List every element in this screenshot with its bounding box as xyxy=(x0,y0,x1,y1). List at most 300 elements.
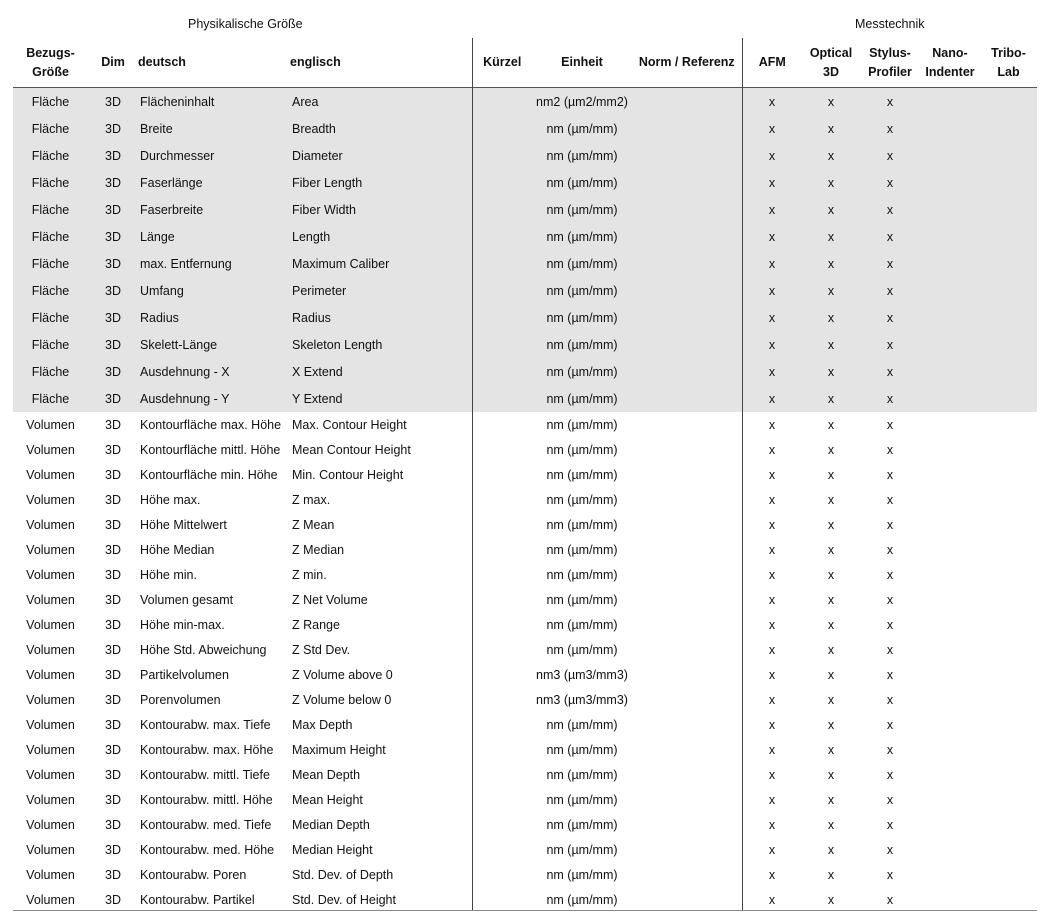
cell-stylus: x xyxy=(886,417,894,432)
cell-englisch: Z Median xyxy=(292,542,345,557)
cell-optical: x xyxy=(827,517,835,532)
table-row xyxy=(13,196,1037,223)
cell-norm xyxy=(632,537,742,562)
cell-tribo xyxy=(980,887,1037,912)
cell-englisch: Maximum Caliber xyxy=(290,250,472,277)
cell-reference: Fläche xyxy=(13,358,88,385)
cell-unit: nm (µm/mm) xyxy=(546,617,618,632)
cell-dim: 3D xyxy=(88,385,138,412)
cell-deutsch: Höhe Std. Abweichung xyxy=(140,642,267,657)
cell-kuerzel xyxy=(472,787,532,812)
cell-norm xyxy=(632,562,742,587)
cell-norm xyxy=(632,812,742,837)
cell-norm xyxy=(632,862,742,887)
cell-deutsch: Kontourfläche max. Höhe xyxy=(140,417,282,432)
cell-unit: nm (µm/mm) xyxy=(546,467,618,482)
cell-norm xyxy=(632,115,742,142)
cell-stylus: x xyxy=(860,196,920,223)
cell-nano xyxy=(920,587,980,612)
cell-reference: Volumen xyxy=(26,792,75,807)
cell-nano xyxy=(920,331,980,358)
cell-optical: x xyxy=(827,617,835,632)
cell-dim: 3D xyxy=(105,892,121,907)
cell-deutsch: Kontourabw. Poren xyxy=(140,867,247,882)
cell-reference: Volumen xyxy=(26,442,75,457)
column-divider xyxy=(472,38,473,911)
cell-englisch: Median Depth xyxy=(292,817,370,832)
cell-nano xyxy=(920,223,980,250)
cell-reference: Volumen xyxy=(26,567,75,582)
cell-unit: nm (µm/mm) xyxy=(546,567,618,582)
cell-englisch: Z Net Volume xyxy=(292,592,368,607)
cell-unit: nm (µm/mm) xyxy=(546,717,618,732)
cell-reference: Volumen xyxy=(26,617,75,632)
section-title-physical: Physikalische Größe xyxy=(188,17,303,31)
cell-englisch: X Extend xyxy=(290,358,472,385)
cell-afm: x xyxy=(742,115,802,142)
cell-deutsch: Breite xyxy=(138,115,290,142)
cell-tribo xyxy=(980,142,1037,169)
cell-nano xyxy=(920,277,980,304)
cell-unit: nm (µm/mm) xyxy=(532,250,632,277)
parameter-table xyxy=(13,38,1037,912)
cell-tribo xyxy=(980,358,1037,385)
cell-stylus: x xyxy=(886,692,894,707)
cell-englisch: Mean Contour Height xyxy=(292,442,411,457)
cell-unit: nm2 (µm2/mm2) xyxy=(532,88,632,116)
cell-nano xyxy=(920,304,980,331)
cell-reference: Fläche xyxy=(13,115,88,142)
cell-norm xyxy=(632,385,742,412)
cell-optical: x xyxy=(802,88,860,116)
cell-deutsch: Kontourabw. med. Höhe xyxy=(140,842,275,857)
cell-optical: x xyxy=(827,692,835,707)
cell-reference: Volumen xyxy=(26,842,75,857)
cell-norm xyxy=(632,512,742,537)
cell-optical: x xyxy=(802,223,860,250)
cell-norm xyxy=(632,637,742,662)
cell-reference: Fläche xyxy=(13,277,88,304)
cell-englisch: Max. Contour Height xyxy=(292,417,407,432)
cell-unit: nm (µm/mm) xyxy=(546,742,618,757)
cell-dim: 3D xyxy=(105,467,121,482)
cell-unit: nm (µm/mm) xyxy=(546,592,618,607)
cell-reference: Volumen xyxy=(26,892,75,907)
cell-afm: x xyxy=(768,817,776,832)
cell-optical: x xyxy=(827,817,835,832)
cell-englisch: Z Volume above 0 xyxy=(292,667,393,682)
cell-deutsch: Porenvolumen xyxy=(140,692,221,707)
cell-afm: x xyxy=(768,892,776,907)
cell-englisch: Z Mean xyxy=(292,517,335,532)
table-row xyxy=(13,487,1037,512)
cell-tribo xyxy=(980,115,1037,142)
cell-deutsch: Volumen gesamt xyxy=(140,592,234,607)
cell-deutsch: Kontourabw. med. Tiefe xyxy=(140,817,272,832)
cell-dim: 3D xyxy=(88,250,138,277)
cell-afm: x xyxy=(768,717,776,732)
col-header-tribo: Tribo- Lab xyxy=(980,38,1037,88)
cell-stylus: x xyxy=(860,88,920,116)
cell-englisch: Mean Depth xyxy=(292,767,361,782)
cell-afm: x xyxy=(768,642,776,657)
cell-nano xyxy=(920,250,980,277)
cell-stylus: x xyxy=(886,792,894,807)
cell-kuerzel xyxy=(472,512,532,537)
cell-norm xyxy=(632,331,742,358)
cell-kuerzel xyxy=(472,762,532,787)
cell-stylus: x xyxy=(860,250,920,277)
cell-norm xyxy=(632,169,742,196)
cell-stylus: x xyxy=(860,331,920,358)
cell-dim: 3D xyxy=(88,115,138,142)
cell-kuerzel xyxy=(472,277,532,304)
table-bottom-rule xyxy=(13,910,1037,911)
cell-reference: Fläche xyxy=(13,304,88,331)
cell-reference: Fläche xyxy=(13,169,88,196)
cell-nano xyxy=(920,612,980,637)
cell-tribo xyxy=(980,88,1037,116)
cell-optical: x xyxy=(827,742,835,757)
cell-afm: x xyxy=(742,304,802,331)
cell-kuerzel xyxy=(472,837,532,862)
table-row xyxy=(13,537,1037,562)
cell-norm xyxy=(632,737,742,762)
cell-reference: Fläche xyxy=(13,196,88,223)
table-row xyxy=(13,887,1037,912)
cell-unit: nm (µm/mm) xyxy=(532,142,632,169)
cell-afm: x xyxy=(768,692,776,707)
cell-englisch: Max Depth xyxy=(292,717,353,732)
cell-unit: nm (µm/mm) xyxy=(546,517,618,532)
cell-norm xyxy=(632,662,742,687)
cell-optical: x xyxy=(827,667,835,682)
cell-unit: nm (µm/mm) xyxy=(532,169,632,196)
cell-nano xyxy=(920,712,980,737)
cell-optical: x xyxy=(802,196,860,223)
cell-optical: x xyxy=(802,115,860,142)
table-row xyxy=(13,304,1037,331)
cell-tribo xyxy=(980,487,1037,512)
cell-tribo xyxy=(980,196,1037,223)
cell-unit: nm (µm/mm) xyxy=(546,442,618,457)
cell-stylus: x xyxy=(860,115,920,142)
cell-reference: Volumen xyxy=(26,742,75,757)
cell-unit: nm3 (µm3/mm3) xyxy=(536,667,628,682)
cell-optical: x xyxy=(827,892,835,907)
cell-stylus: x xyxy=(860,223,920,250)
cell-deutsch: Umfang xyxy=(138,277,290,304)
cell-afm: x xyxy=(742,277,802,304)
cell-unit: nm (µm/mm) xyxy=(532,115,632,142)
cell-dim: 3D xyxy=(105,817,121,832)
cell-englisch: Radius xyxy=(290,304,472,331)
cell-dim: 3D xyxy=(105,517,121,532)
cell-norm xyxy=(632,88,742,116)
cell-dim: 3D xyxy=(105,842,121,857)
cell-unit: nm (µm/mm) xyxy=(546,492,618,507)
cell-afm: x xyxy=(742,358,802,385)
col-header-norm: Norm / Referenz xyxy=(632,38,742,88)
cell-afm: x xyxy=(768,742,776,757)
cell-afm: x xyxy=(768,467,776,482)
table-row xyxy=(13,762,1037,787)
table-row xyxy=(13,412,1037,437)
cell-reference: Volumen xyxy=(26,592,75,607)
col-header-bezug: Bezugs- Größe xyxy=(13,38,88,88)
cell-englisch: Z Range xyxy=(292,617,340,632)
cell-stylus: x xyxy=(860,277,920,304)
cell-optical: x xyxy=(802,385,860,412)
table-row xyxy=(13,115,1037,142)
cell-optical: x xyxy=(827,467,835,482)
cell-deutsch: Faserlänge xyxy=(138,169,290,196)
cell-norm xyxy=(632,277,742,304)
cell-optical: x xyxy=(827,867,835,882)
cell-tribo xyxy=(980,537,1037,562)
cell-reference: Volumen xyxy=(26,642,75,657)
cell-dim: 3D xyxy=(88,358,138,385)
cell-kuerzel xyxy=(472,223,532,250)
cell-englisch: Area xyxy=(290,88,472,116)
cell-optical: x xyxy=(827,492,835,507)
table-row xyxy=(13,277,1037,304)
cell-tribo xyxy=(980,250,1037,277)
cell-kuerzel xyxy=(472,537,532,562)
cell-dim: 3D xyxy=(105,867,121,882)
cell-kuerzel xyxy=(472,196,532,223)
cell-reference: Volumen xyxy=(26,867,75,882)
cell-dim: 3D xyxy=(105,792,121,807)
cell-norm xyxy=(632,687,742,712)
cell-nano xyxy=(920,762,980,787)
cell-dim: 3D xyxy=(88,331,138,358)
cell-dim: 3D xyxy=(105,617,121,632)
cell-englisch: Z min. xyxy=(292,567,327,582)
cell-englisch: Diameter xyxy=(290,142,472,169)
cell-optical: x xyxy=(827,717,835,732)
cell-dim: 3D xyxy=(88,304,138,331)
cell-deutsch: Höhe Mittelwert xyxy=(140,517,227,532)
cell-stylus: x xyxy=(886,742,894,757)
cell-stylus: x xyxy=(886,717,894,732)
cell-kuerzel xyxy=(472,412,532,437)
cell-optical: x xyxy=(827,792,835,807)
cell-norm xyxy=(632,712,742,737)
cell-tribo xyxy=(980,223,1037,250)
cell-tribo xyxy=(980,587,1037,612)
cell-tribo xyxy=(980,637,1037,662)
cell-tribo xyxy=(980,562,1037,587)
cell-unit: nm (µm/mm) xyxy=(546,542,618,557)
cell-optical: x xyxy=(827,642,835,657)
cell-unit: nm (µm/mm) xyxy=(532,385,632,412)
cell-deutsch: Ausdehnung - Y xyxy=(138,385,290,412)
cell-afm: x xyxy=(742,250,802,277)
cell-kuerzel xyxy=(472,687,532,712)
col-header-afm: AFM xyxy=(742,38,802,88)
cell-afm: x xyxy=(768,767,776,782)
table-row xyxy=(13,331,1037,358)
cell-reference: Fläche xyxy=(13,250,88,277)
cell-nano xyxy=(920,662,980,687)
table-body xyxy=(13,88,1037,913)
col-header-stylus: Stylus- Profiler xyxy=(860,38,920,88)
cell-dim: 3D xyxy=(105,667,121,682)
cell-kuerzel xyxy=(472,662,532,687)
cell-englisch: Fiber Width xyxy=(290,196,472,223)
cell-stylus: x xyxy=(860,169,920,196)
cell-afm: x xyxy=(742,196,802,223)
cell-norm xyxy=(632,612,742,637)
col-header-einheit: Einheit xyxy=(532,38,632,88)
header-row xyxy=(13,38,1037,88)
cell-deutsch: Höhe min-max. xyxy=(140,617,225,632)
cell-unit: nm (µm/mm) xyxy=(546,817,618,832)
cell-reference: Volumen xyxy=(26,692,75,707)
cell-norm xyxy=(632,462,742,487)
cell-deutsch: Ausdehnung - X xyxy=(138,358,290,385)
cell-reference: Volumen xyxy=(26,467,75,482)
cell-optical: x xyxy=(827,417,835,432)
cell-deutsch: Höhe min. xyxy=(140,567,197,582)
col-header-dim: Dim xyxy=(88,38,138,88)
cell-deutsch: Kontourabw. mittl. Tiefe xyxy=(140,767,270,782)
cell-nano xyxy=(920,385,980,412)
cell-dim: 3D xyxy=(105,767,121,782)
cell-nano xyxy=(920,887,980,912)
cell-dim: 3D xyxy=(88,169,138,196)
cell-norm xyxy=(632,487,742,512)
cell-dim: 3D xyxy=(105,417,121,432)
cell-kuerzel xyxy=(472,612,532,637)
cell-nano xyxy=(920,142,980,169)
table-row xyxy=(13,88,1037,116)
table-row xyxy=(13,662,1037,687)
cell-kuerzel xyxy=(472,437,532,462)
table-row xyxy=(13,562,1037,587)
cell-afm: x xyxy=(768,542,776,557)
cell-norm xyxy=(632,837,742,862)
table-row xyxy=(13,223,1037,250)
cell-englisch: Breadth xyxy=(290,115,472,142)
cell-dim: 3D xyxy=(105,692,121,707)
cell-optical: x xyxy=(827,767,835,782)
cell-afm: x xyxy=(742,88,802,116)
cell-afm: x xyxy=(768,867,776,882)
table-row xyxy=(13,250,1037,277)
cell-nano xyxy=(920,196,980,223)
cell-dim: 3D xyxy=(88,142,138,169)
cell-tribo xyxy=(980,385,1037,412)
cell-kuerzel xyxy=(472,862,532,887)
table-row xyxy=(13,512,1037,537)
cell-englisch: Z max. xyxy=(292,492,331,507)
cell-nano xyxy=(920,462,980,487)
cell-afm: x xyxy=(768,842,776,857)
cell-englisch: Std. Dev. of Depth xyxy=(292,867,394,882)
cell-afm: x xyxy=(768,442,776,457)
cell-kuerzel xyxy=(472,250,532,277)
table-row xyxy=(13,737,1037,762)
cell-nano xyxy=(920,537,980,562)
cell-afm: x xyxy=(742,142,802,169)
cell-norm xyxy=(632,223,742,250)
cell-kuerzel xyxy=(472,385,532,412)
cell-nano xyxy=(920,787,980,812)
cell-tribo xyxy=(980,437,1037,462)
cell-dim: 3D xyxy=(105,592,121,607)
cell-englisch: Y Extend xyxy=(290,385,472,412)
cell-norm xyxy=(632,250,742,277)
cell-stylus: x xyxy=(886,767,894,782)
cell-tribo xyxy=(980,762,1037,787)
cell-unit: nm (µm/mm) xyxy=(546,892,618,907)
cell-tribo xyxy=(980,837,1037,862)
cell-dim: 3D xyxy=(88,277,138,304)
cell-stylus: x xyxy=(886,567,894,582)
cell-norm xyxy=(632,142,742,169)
cell-reference: Volumen xyxy=(26,717,75,732)
cell-afm: x xyxy=(768,517,776,532)
cell-optical: x xyxy=(802,331,860,358)
cell-nano xyxy=(920,637,980,662)
cell-dim: 3D xyxy=(105,742,121,757)
cell-kuerzel xyxy=(472,115,532,142)
cell-dim: 3D xyxy=(105,642,121,657)
table-row xyxy=(13,358,1037,385)
cell-afm: x xyxy=(742,331,802,358)
table-row xyxy=(13,169,1037,196)
cell-stylus: x xyxy=(886,867,894,882)
cell-nano xyxy=(920,169,980,196)
cell-kuerzel xyxy=(472,462,532,487)
col-header-nano: Nano- Indenter xyxy=(920,38,980,88)
cell-tribo xyxy=(980,462,1037,487)
cell-afm: x xyxy=(768,492,776,507)
cell-tribo xyxy=(980,662,1037,687)
cell-optical: x xyxy=(827,567,835,582)
cell-kuerzel xyxy=(472,142,532,169)
cell-reference: Fläche xyxy=(13,88,88,116)
cell-dim: 3D xyxy=(88,223,138,250)
cell-unit: nm (µm/mm) xyxy=(532,304,632,331)
cell-tribo xyxy=(980,812,1037,837)
cell-deutsch: Partikelvolumen xyxy=(140,667,229,682)
cell-optical: x xyxy=(802,304,860,331)
col-header-englisch: englisch xyxy=(290,38,472,88)
cell-nano xyxy=(920,562,980,587)
cell-dim: 3D xyxy=(105,442,121,457)
cell-deutsch: Kontourabw. mittl. Höhe xyxy=(140,792,273,807)
table-row xyxy=(13,712,1037,737)
cell-norm xyxy=(632,887,742,912)
cell-unit: nm (µm/mm) xyxy=(532,223,632,250)
cell-reference: Volumen xyxy=(26,492,75,507)
cell-afm: x xyxy=(768,792,776,807)
cell-englisch: Fiber Length xyxy=(290,169,472,196)
cell-stylus: x xyxy=(886,817,894,832)
cell-nano xyxy=(920,687,980,712)
cell-norm xyxy=(632,762,742,787)
cell-kuerzel xyxy=(472,169,532,196)
cell-stylus: x xyxy=(886,592,894,607)
cell-afm: x xyxy=(768,667,776,682)
cell-kuerzel xyxy=(472,587,532,612)
cell-stylus: x xyxy=(886,892,894,907)
cell-nano xyxy=(920,437,980,462)
cell-dim: 3D xyxy=(105,492,121,507)
